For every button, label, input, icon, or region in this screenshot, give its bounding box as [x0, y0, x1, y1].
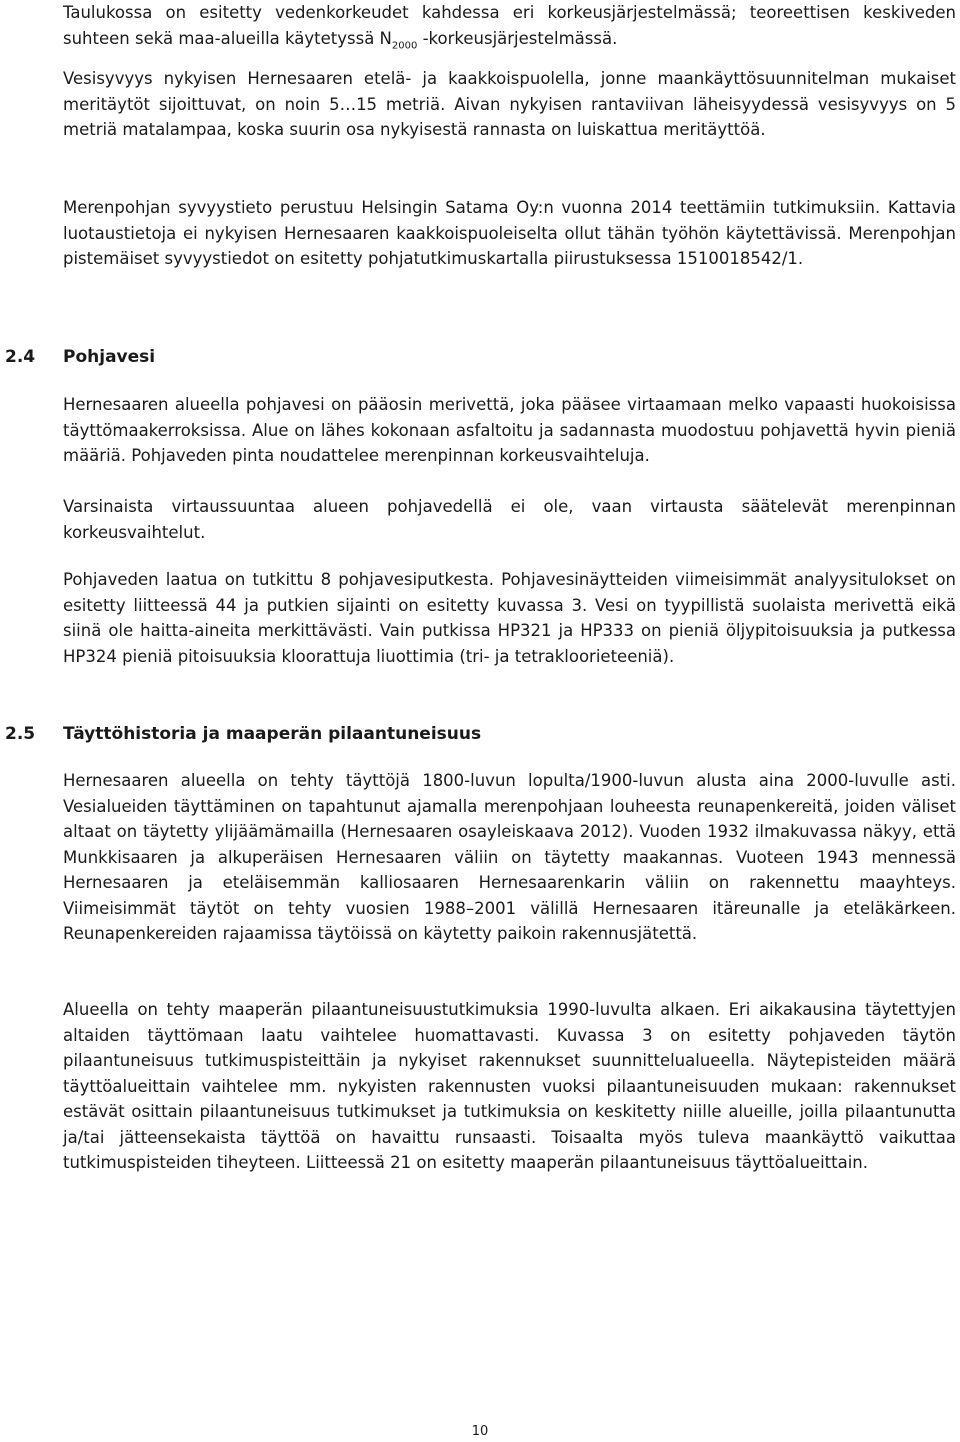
section-number: 2.4 — [5, 347, 36, 367]
paragraph-water-depth: Vesisyvyys nykyisen Hernesaaren etelä- ja kaakkoispuolella, jonne maankäyttösuunnitelman mukaiset meritäytöt sijoittuvat, on noin 5…15 metriä. Aivan nykyisen rantaviivan läheisyydessä vesisyvyys on 5 metriä matalampaa, koska suurin osa nykyisestä rannasta on luiskattua meritäyttöä. — [63, 69, 956, 139]
section-number: 2.5 — [5, 724, 36, 744]
paragraph-contamination: Alueella on tehty maaperän pilaantuneisuustutkimuksia 1990-luvulta alkaen. Eri aikakausina täytettyjen altaiden täyttömaan laatu vaihtelee huomattavasti. Kuvassa 3 on esitetty pohjaveden täytön pilaantuneisuus tutkimuspisteittäin ja nykyiset rakennukset suunnittelualueella. Näytepisteiden määrä täyttöalueittain vaihtelee mm. nykyisten rakennusten vuoksi pilaantuneisuuden mukaan: rakennukset estävät osittain pilaantuneisuus tutkimukset ja tutkimuksia on keskitetty niille alueille, joilla pilaantunutta ja/tai jätteensekaista täyttöä on havaittu runsaasti. Toisaalta myös tuleva maankäyttö vaikuttaa tutkimuspisteiden tiheyteen. Liitteessä 21 on esitetty maaperän pilaantuneisuus täyttöalueittain. — [63, 1000, 956, 1172]
paragraph-seabed-depth: Merenpohjan syvyystieto perustuu Helsingin Satama Oy:n vuonna 2014 teettämiin tutkimuksiin. Kattavia luotaustietoja ei nykyisen Hernesaaren kaakkoispuoleiselta ollut tähän työhön käytettävissä. Merenpohjan pistemäiset syvyystiedot on esitetty pohjatutkimuskartalla piirustuksessa 1510018542/1. — [63, 198, 956, 268]
section-heading-2-5 — [5, 721, 945, 747]
paragraph-water-quality: Pohjaveden laatua on tutkittu 8 pohjavesiputkesta. Pohjavesinäytteiden viimeisimmät analyysitulokset on esitetty liitteessä 44 ja putkien sijainti on esitetty kuvassa 3. Vesi on tyypillistä suolaista merivettä eikä siinä ole haitta-aineita merkittävästi. Vain putkissa HP321 ja HP333 on pieniä öljypitoisuuksia ja putkessa HP324 pieniä pitoisuuksia kloorattuja liuottimia (tri- ja tetrakloorieteeniä). — [63, 570, 956, 666]
paragraph-text: -korkeusjärjestelmässä. — [417, 28, 618, 48]
paragraph-fill-history: Hernesaaren alueella on tehty täyttöjä 1800-luvun lopulta/1900-luvun alusta aina 2000-luvulle asti. Vesialueiden täyttäminen on tapahtunut ajamalla merenpohjaan louheesta reunapenkereitä, joiden väliset altaat on täytetty ylijäämämailla (Hernesaaren osayleiskaava 2012). Vuoden 1932 ilmakuvassa näkyy, että Munkkisaaren ja alkuperäisen Hernesaaren väliin on täytetty maakannas. Vuoteen 1943 mennessä Hernesaaren ja eteläisemmän kalliosaaren Hernesaarenkarin väliin on rakennettu maayhteys. Viimeisimmät täytöt on tehty vuosien 1988–2001 välillä Hernesaaren itäreunalle ja eteläkärkeen. Reunapenkereiden rajaamissa täytöissä on käytetty paikoin rakennusjätettä. — [63, 771, 956, 943]
section-heading-2-4 — [5, 344, 945, 370]
section-title: Pohjavesi — [63, 347, 156, 367]
subscript: 2000 — [391, 39, 418, 51]
paragraph-flow-direction: Varsinaista virtaussuuntaa alueen pohjavedellä ei ole, vaan virtausta säätelevät merenpinnan korkeusvaihtelut. — [63, 497, 956, 542]
section-title: Täyttöhistoria ja maaperän pilaantuneisuus — [63, 724, 482, 744]
paragraph-groundwater: Hernesaaren alueella pohjavesi on pääosin merivettä, joka pääsee virtaamaan melko vapaasti huokoisissa täyttömaakerroksissa. Alue on lähes kokonaan asfaltoitu ja sadannasta muodostuu pohjavettä hyvin pieniä määriä. Pohjaveden pinta noudattelee merenpinnan korkeusvaihteluja. — [63, 395, 956, 465]
page-number: 10 — [471, 1424, 489, 1439]
paragraph-water-levels — [63, 0, 956, 51]
paragraph-text: Taulukossa on esitetty vedenkorkeudet kahdessa eri korkeusjärjestelmässä; teoreettisen keskiveden suhteen sekä maa-alueilla käytetyssä N — [63, 3, 956, 48]
